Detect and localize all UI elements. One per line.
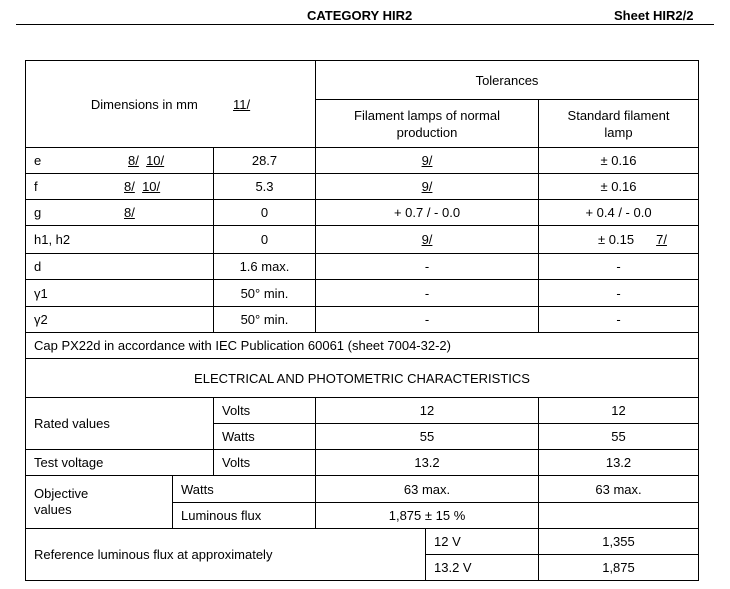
cap-specification: Cap PX22d in accordance with IEC Publication 60061 (sheet 7004-32-2) — [26, 333, 699, 359]
table-row — [26, 148, 699, 174]
test-volts-label: Volts — [214, 450, 316, 476]
footnote-ref: 8/ — [128, 153, 139, 168]
standard-tolerance: - — [539, 280, 699, 307]
footnote-ref: 10/ — [146, 153, 165, 168]
rated-volts-standard: 12 — [539, 398, 699, 424]
objective-flux-normal: 1,875 ± 15 % — [316, 503, 539, 529]
dimension-name-cell: γ1 — [26, 280, 214, 307]
dimension-value: 0 — [214, 200, 316, 226]
dimension-name-cell: e 8/ 10/ — [26, 148, 214, 174]
footnote-ref: 8/ — [124, 205, 135, 220]
table-row — [26, 254, 699, 280]
normal-tolerance: + 0.7 / - 0.0 — [316, 200, 539, 226]
standard-tolerance: + 0.4 / - 0.0 — [539, 200, 699, 226]
dimension-value: 50° min. — [214, 307, 316, 333]
dimension-value: 50° min. — [214, 280, 316, 307]
luminous-flux-label: Luminous flux — [173, 503, 316, 529]
normal-production-header: Filament lamps of normal production — [316, 100, 539, 148]
dimensions-note-ref: 11/ — [233, 96, 251, 112]
objective-watts-label: Watts — [173, 476, 316, 503]
objective-watts-normal: 63 max. — [316, 476, 539, 503]
objective-flux-standard-empty — [539, 503, 699, 529]
standard-tolerance: - — [539, 254, 699, 280]
table-row — [26, 307, 699, 333]
table-row — [26, 280, 699, 307]
test-volts-normal: 13.2 — [316, 450, 539, 476]
sheet-number: Sheet HIR2/2 — [614, 8, 694, 23]
standard-tolerance: ± 0.16 — [539, 174, 699, 200]
dimension-name-cell: γ2 — [26, 307, 214, 333]
table-row — [26, 226, 699, 254]
category-title: CATEGORY HIR2 — [307, 8, 413, 23]
dimension-value: 28.7 — [214, 148, 316, 174]
dimensions-label: Dimensions in mm — [90, 96, 198, 112]
tolerances-header: Tolerances — [316, 61, 699, 100]
normal-tolerance: 9/ — [316, 148, 539, 174]
normal-tolerance: 9/ — [316, 226, 539, 254]
rated-values-label: Rated values — [26, 398, 214, 450]
footnote-ref: 7/ — [656, 232, 667, 247]
objective-watts-standard: 63 max. — [539, 476, 699, 503]
footnote-ref: 8/ — [124, 179, 135, 194]
rated-watts-standard: 55 — [539, 424, 699, 450]
electrical-photometric-heading: ELECTRICAL AND PHOTOMETRIC CHARACTERISTICS — [26, 359, 699, 398]
standard-lamp-header: Standard filament lamp — [539, 100, 699, 148]
rated-volts-normal: 12 — [316, 398, 539, 424]
standard-tolerance: ± 0.16 — [539, 148, 699, 174]
dimension-name-cell: g 8/ — [26, 200, 214, 226]
header-rule — [16, 24, 714, 25]
test-volts-standard: 13.2 — [539, 450, 699, 476]
footnote-ref: 10/ — [142, 179, 161, 194]
reference-voltage-12: 12 V — [426, 529, 539, 555]
objective-values-label: Objective values — [26, 476, 173, 529]
standard-tolerance: - — [539, 307, 699, 333]
rated-watts-label: Watts — [214, 424, 316, 450]
dimensions-header-cell — [26, 61, 316, 148]
reference-flux-13-2: 1,875 — [539, 555, 699, 581]
hir2-data-table — [25, 60, 699, 581]
table-row — [26, 174, 699, 200]
normal-tolerance: - — [316, 280, 539, 307]
dimension-value: 1.6 max. — [214, 254, 316, 280]
reference-voltage-13-2: 13.2 V — [426, 555, 539, 581]
reference-flux-label: Reference luminous flux at approximately — [26, 529, 426, 581]
reference-flux-12: 1,355 — [539, 529, 699, 555]
rated-watts-normal: 55 — [316, 424, 539, 450]
normal-tolerance: 9/ — [316, 174, 539, 200]
dimension-name-cell: h1, h2 — [26, 226, 214, 254]
dimension-name-cell: d — [26, 254, 214, 280]
dimension-value: 5.3 — [214, 174, 316, 200]
standard-tolerance: ± 0.15 7/ — [539, 226, 699, 254]
table-row — [26, 200, 699, 226]
test-voltage-label: Test voltage — [26, 450, 214, 476]
dimension-value: 0 — [214, 226, 316, 254]
dimension-name-cell: f 8/ 10/ — [26, 174, 214, 200]
normal-tolerance: - — [316, 254, 539, 280]
normal-tolerance: - — [316, 307, 539, 333]
rated-volts-label: Volts — [214, 398, 316, 424]
